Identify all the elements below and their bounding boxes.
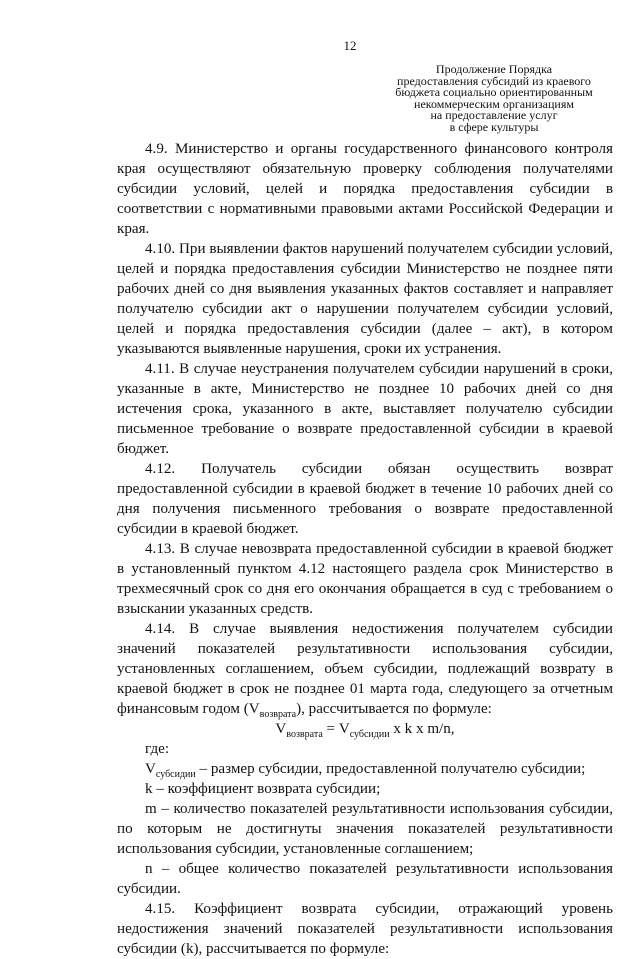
paragraph-4-9: 4.9. Министерство и органы государственного финансового контроля края осуществляют обязательную проверку соблюдения получателями субсидии условий, целей и порядка предоставления субсидии в соответствии с нормативными правовыми актами Российской Федерации и края. xyxy=(117,141,613,237)
paragraph-4-15: 4.15. Коэффициент возврата субсидии, отражающий уровень недостижения значений показателей результативности использования субсидии (k), рассчитывается по формуле: xyxy=(117,901,613,957)
subscript-vozvrata: возврата xyxy=(259,709,297,721)
formula-equals: = V xyxy=(322,721,350,737)
definition-m: m – количество показателей результативности использования субсидии, по которым не достигнуты значения показателей результативности использования субсидии, установленные соглашением; xyxy=(117,801,613,857)
page-number: 12 xyxy=(343,38,357,53)
header-line: бюджета социально ориентированным xyxy=(395,85,593,99)
paragraph-4-11: 4.11. В случае неустранения получателем субсидии нарушений в сроки, указанные в акте, Министерство не позднее 10 рабочих дней со дня истечения срока, указанного в акте, выставляет получателю субсидии письменное требование о возврате предоставленной субсидии в краевой бюджет. xyxy=(117,361,613,457)
paragraph-4-10: 4.10. При выявлении фактов нарушений получателем субсидии условий, целей и порядка предоставления субсидии Министерство не позднее пяти рабочих дней со дня выявления указанных фактов составляет и направляет получателю субсидии акт о нарушении получателем субсидии условий, целей и порядка предоставления субсидии (далее – акт), в котором указываются выявленные нарушения, сроки их устранения. xyxy=(117,241,613,357)
header-line: некоммерческим организациям xyxy=(414,96,574,111)
header-line: предоставления субсидий из краевого xyxy=(397,73,591,88)
definition-n: n – общее количество показателей результативности использования субсидии. xyxy=(117,861,613,897)
formula-symbol-v: V xyxy=(275,721,287,737)
paragraph-4-14-text: 4.14. В случае выявления недостижения получателем субсидии значений показателей результативности использования субсидии, установленных соглашением, объем субсидии, подлежащий возврату в краевой бюджет в срок не позднее 01 марта года, следующего за отчетным финансовым годом (V xyxy=(117,621,613,717)
document-body xyxy=(117,139,613,959)
definition-v xyxy=(117,759,613,779)
where-label: где: xyxy=(145,741,170,757)
continuation-header xyxy=(378,64,610,133)
header-line: в сфере культуры xyxy=(449,119,539,134)
definition-k: k – коэффициент возврата субсидии; xyxy=(145,781,381,797)
paragraph-4-14 xyxy=(117,619,613,719)
formula-sub-subsidii: субсидии xyxy=(349,729,390,741)
paragraph-4-13: 4.13. В случае невозврата предоставленной субсидии в краевой бюджет в установленный пунктом 4.12 настоящего раздела срок Министерство в трехмесячный срок со дня его окончания обращается в суд с требованием о взыскании указанных средств. xyxy=(117,541,613,617)
paragraph-4-14-tail: ), рассчитывается по формуле: xyxy=(296,701,492,717)
def-v-text: – размер субсидии, предоставленной получателю субсидии; xyxy=(195,761,586,777)
formula-sub-vozvrata: возврата xyxy=(286,729,323,741)
def-sub-subsidii: субсидии xyxy=(155,769,196,781)
def-symbol-v: V xyxy=(145,761,156,777)
formula-v-return xyxy=(117,719,613,739)
formula-rest: x k x m/n, xyxy=(389,721,455,737)
header-line: Продолжение Порядка xyxy=(435,62,553,76)
header-line: на предоставление услуг xyxy=(430,108,558,122)
paragraph-4-12: 4.12. Получатель субсидии обязан осуществить возврат предоставленной субсидии в краевой бюджет в течение 10 рабочих дней со дня получения письменного требования о возврате предоставленной субсидии в краевой бюджет. xyxy=(117,461,613,537)
